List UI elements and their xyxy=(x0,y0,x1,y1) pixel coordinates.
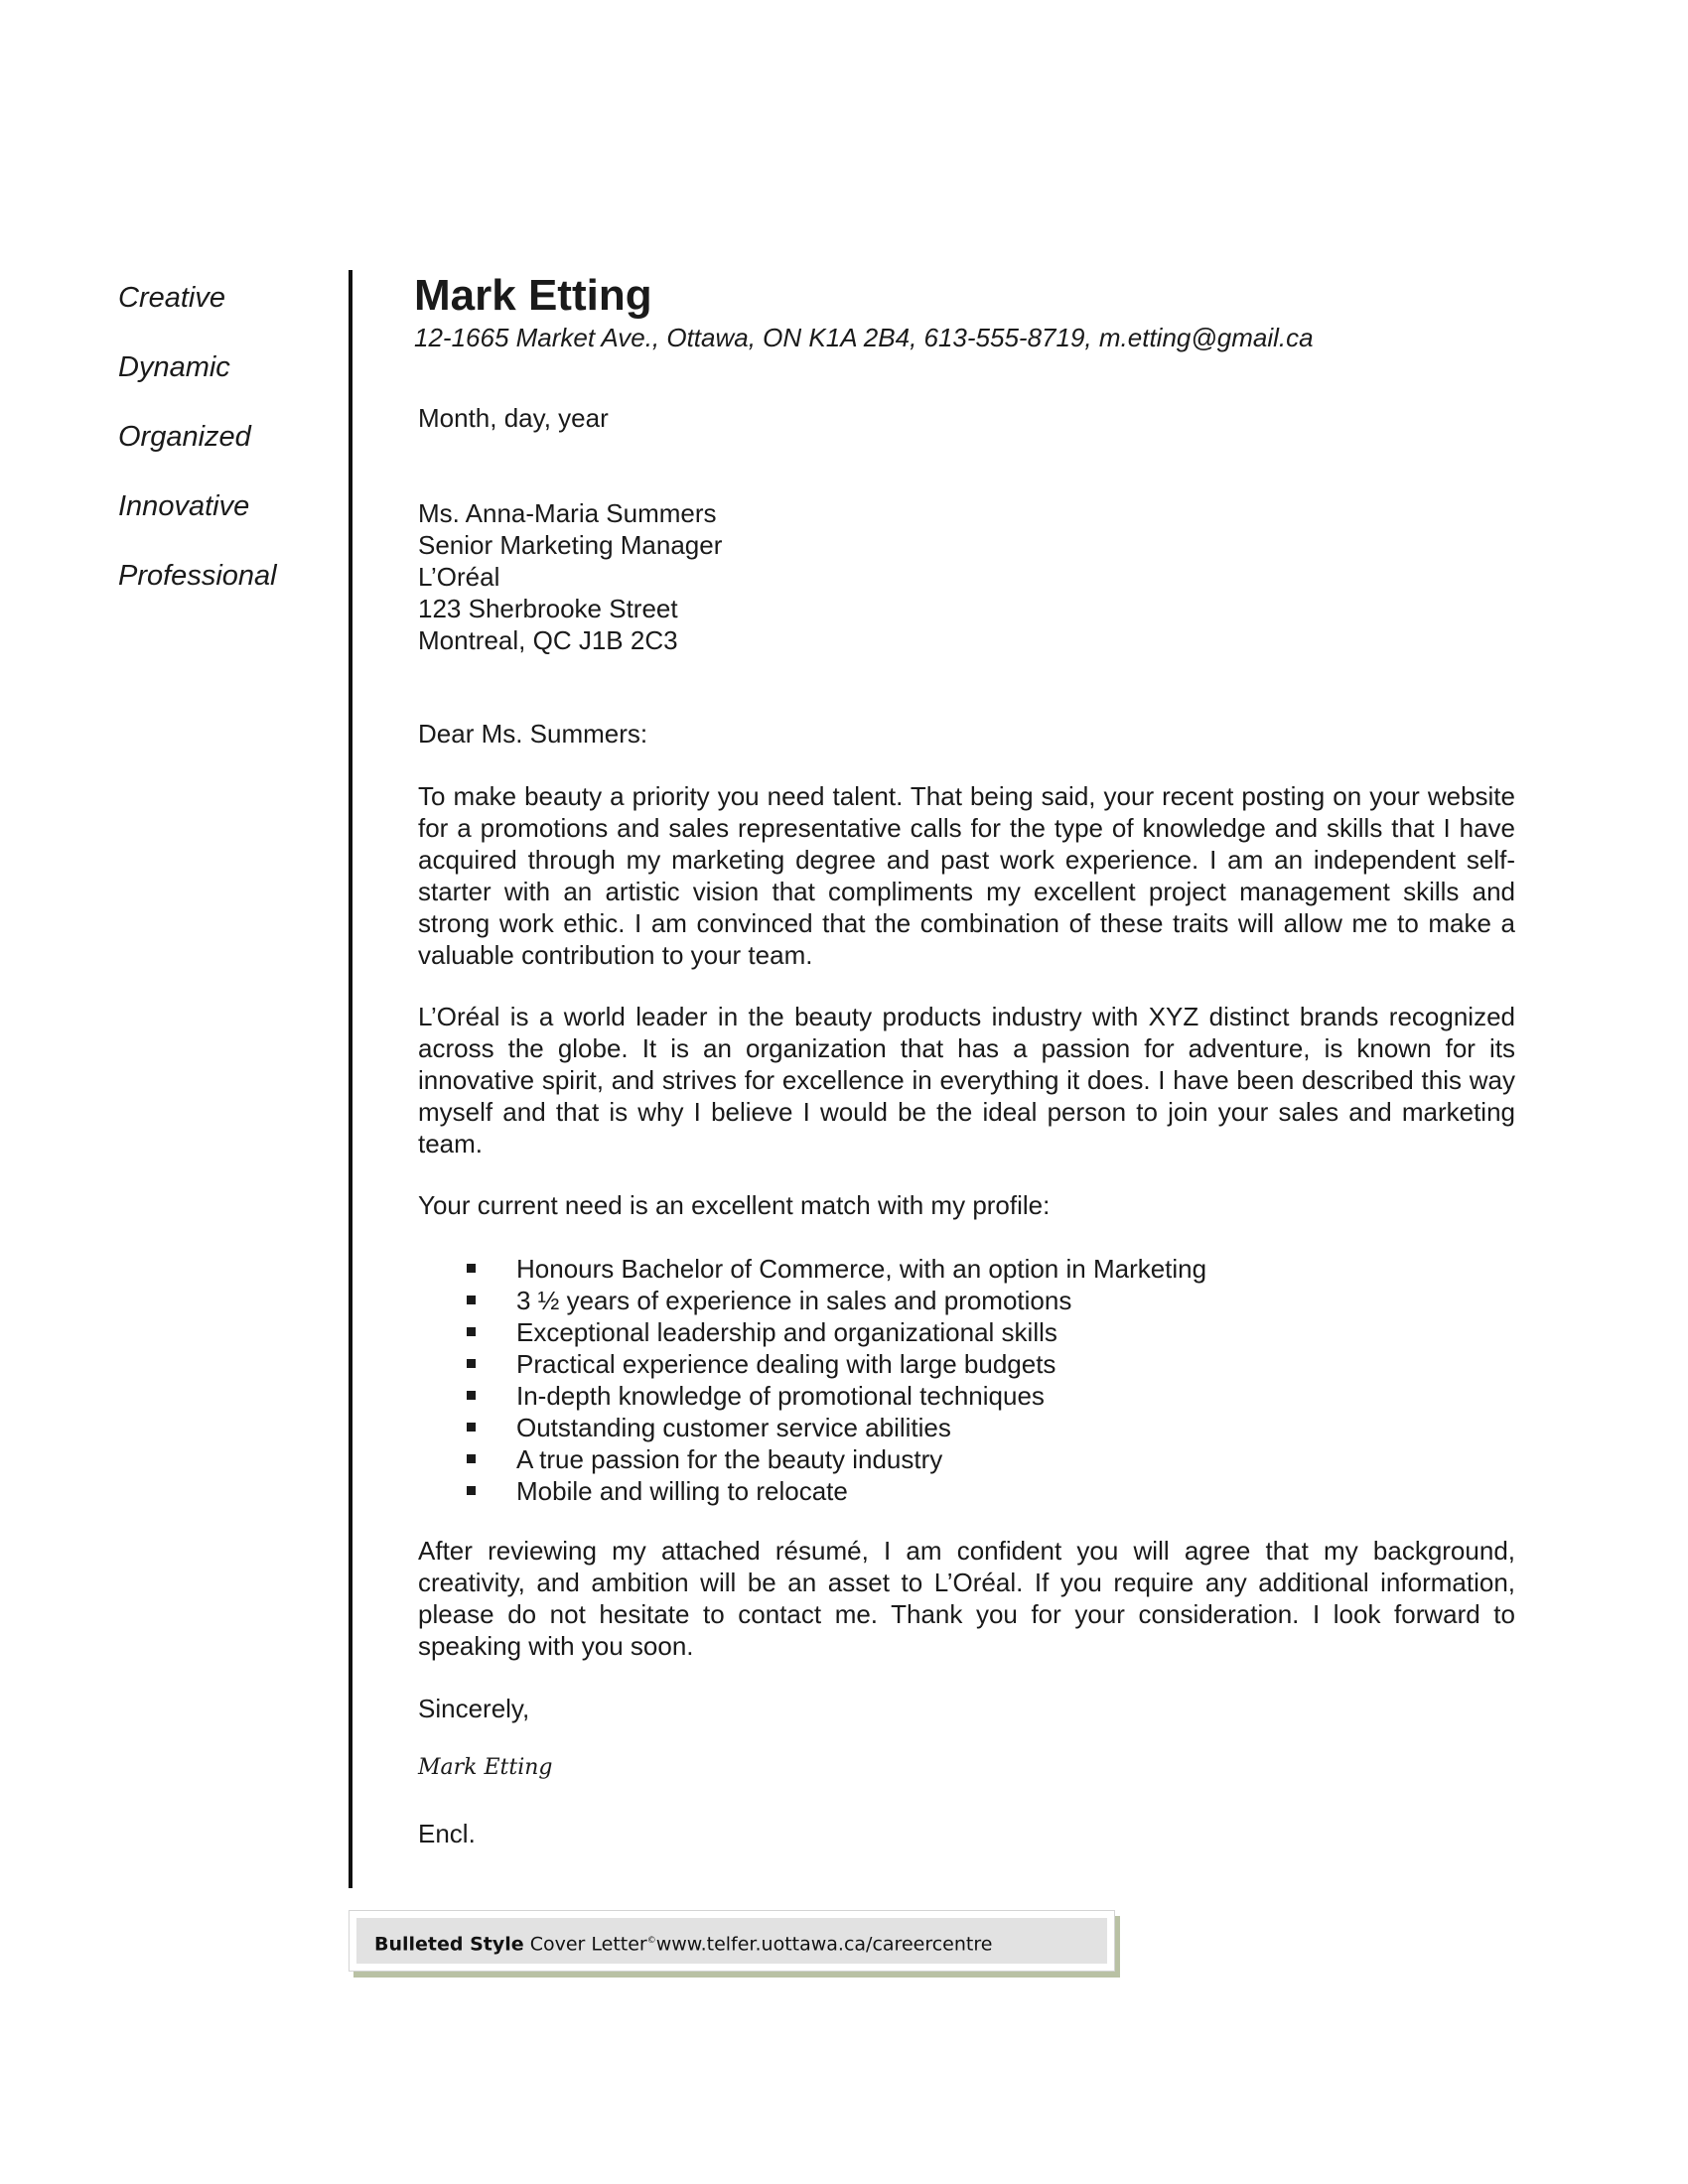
square-bullet-icon xyxy=(467,1486,476,1495)
footer-style-label: Bulleted Style xyxy=(374,1933,524,1956)
signature: Mark Etting xyxy=(418,1755,553,1780)
trait-professional: Professional xyxy=(118,560,277,592)
list-item: A true passion for the beauty industry xyxy=(467,1443,1206,1475)
square-bullet-icon xyxy=(467,1264,476,1273)
paragraph-profile-intro: Your current need is an excellent match with my profile: xyxy=(418,1190,1051,1220)
sender-name: Mark Etting xyxy=(414,271,652,320)
letterhead xyxy=(414,270,1314,353)
trait-creative: Creative xyxy=(118,282,225,314)
list-item: Outstanding customer service abilities xyxy=(467,1412,1206,1443)
recipient-street: 123 Sherbrooke Street xyxy=(418,594,678,623)
recipient-name: Ms. Anna-Maria Summers xyxy=(418,498,717,528)
vertical-divider xyxy=(349,270,352,1888)
footer-doc-label: Cover Letter xyxy=(523,1933,647,1956)
square-bullet-icon xyxy=(467,1327,476,1336)
footer-url: www.telfer.uottawa.ca/careercentre xyxy=(655,1933,993,1956)
square-bullet-icon xyxy=(467,1391,476,1400)
recipient-address xyxy=(418,497,1515,656)
footer-text xyxy=(356,1918,1107,1964)
salutation: Dear Ms. Summers: xyxy=(418,719,648,749)
list-item: Honours Bachelor of Commerce, with an option in Marketing xyxy=(467,1253,1206,1285)
enclosure-note: Encl. xyxy=(418,1819,476,1848)
list-item: 3 ½ years of experience in sales and promotions xyxy=(467,1285,1206,1316)
square-bullet-icon xyxy=(467,1296,476,1304)
recipient-title: Senior Marketing Manager xyxy=(418,530,723,560)
list-item: Exceptional leadership and organizational skills xyxy=(467,1316,1206,1348)
square-bullet-icon xyxy=(467,1454,476,1463)
closing: Sincerely, xyxy=(418,1694,530,1723)
paragraph-company: L’Oréal is a world leader in the beauty products industry with XYZ distinct brands recognized across the globe. It is an organization that has a passion for adventure, is known for its innovative spirit, and strives for excellence in everything it does. I have been described this way myself and that is why I believe I would be the ideal person to join your sales and marketing team. xyxy=(418,1002,1515,1159)
paragraph-intro: To make beauty a priority you need talent. That being said, your recent posting on your website for a promotions and sales representative calls for the type of knowledge and skills that I have acquired through my marketing degree and past work experience. I am an independent self-starter with an artistic vision that compliments my excellent project management skills and strong work ethic. I am convinced that the combination of these traits will allow me to make a valuable contribution to your team. xyxy=(418,781,1515,970)
copyright-mark: © xyxy=(646,1936,656,1946)
square-bullet-icon xyxy=(467,1423,476,1432)
trait-organized: Organized xyxy=(118,421,251,453)
list-item: Mobile and willing to relocate xyxy=(467,1475,1206,1507)
letter-date: Month, day, year xyxy=(418,403,609,433)
square-bullet-icon xyxy=(467,1359,476,1368)
list-item: In-depth knowledge of promotional techniques xyxy=(467,1380,1206,1412)
sender-contact: 12-1665 Market Ave., Ottawa, ON K1A 2B4, 613-555-8719, m.etting@gmail.ca xyxy=(414,323,1314,352)
recipient-city: Montreal, QC J1B 2C3 xyxy=(418,625,678,655)
trait-dynamic: Dynamic xyxy=(118,351,230,383)
list-item: Practical experience dealing with large budgets xyxy=(467,1348,1206,1380)
qualifications-list xyxy=(467,1253,1206,1507)
footer-box xyxy=(349,1910,1115,1972)
sidebar-traits xyxy=(118,280,347,627)
recipient-company: L’Oréal xyxy=(418,562,500,592)
trait-innovative: Innovative xyxy=(118,490,250,522)
paragraph-closing: After reviewing my attached résumé, I am confident you will agree that my background, creativity, and ambition will be an asset to L’Oréal. If you require any additional information, please do not hesitate to contact me. Thank you for your consideration. I look forward to speaking with you soon. xyxy=(418,1536,1515,1661)
